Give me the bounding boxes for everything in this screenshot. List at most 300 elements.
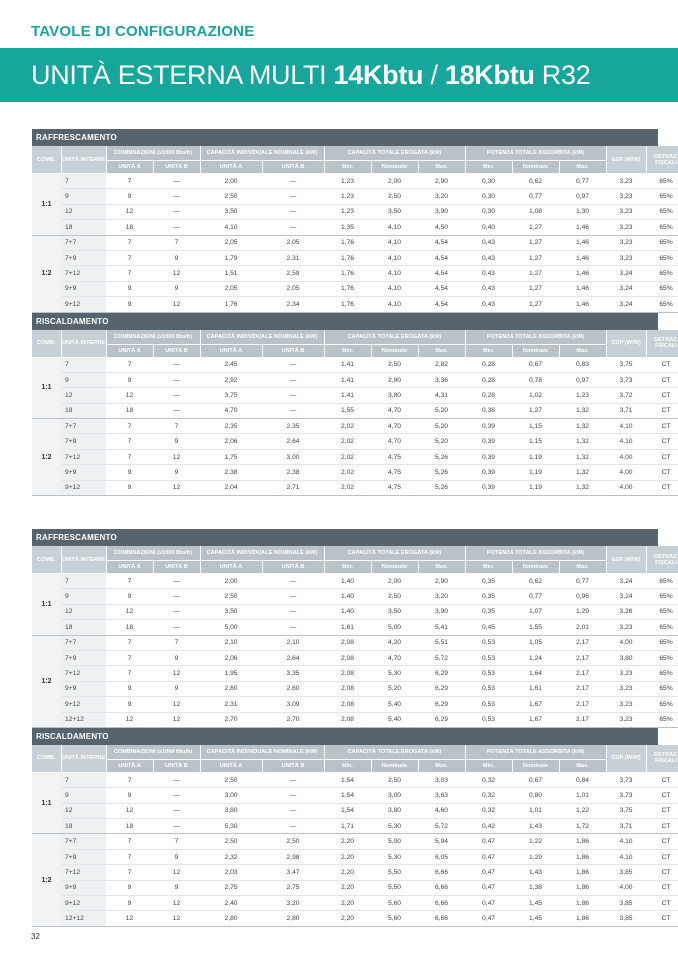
value-cell: 1,46 <box>559 250 606 265</box>
indoor-units-cell: 7+12 <box>61 865 106 880</box>
value-cell: 2,02 <box>324 449 371 464</box>
value-cell: 0,39 <box>465 480 512 495</box>
value-cell: 65% <box>646 620 678 635</box>
value-cell: 5,20 <box>418 419 465 434</box>
value-cell: 6,05 <box>418 849 465 864</box>
value-cell: 2,50 <box>371 772 418 787</box>
value-cell: 1,32 <box>559 465 606 480</box>
header-nominale: Nominale <box>512 344 559 357</box>
title-banner <box>0 48 678 102</box>
header-max: Max. <box>559 561 606 574</box>
indoor-units-cell: 18 <box>61 819 106 834</box>
value-cell: CT <box>646 419 678 434</box>
header-min: Min. <box>465 561 512 574</box>
value-cell: 0,42 <box>465 819 512 834</box>
value-cell: 1,22 <box>559 803 606 818</box>
value-cell: 2,50 <box>371 357 418 372</box>
value-cell: 7 <box>106 419 153 434</box>
value-cell: 6,29 <box>418 681 465 696</box>
value-cell: 0,67 <box>512 357 559 372</box>
value-cell: 4,75 <box>371 449 418 464</box>
value-cell: 65% <box>646 204 678 219</box>
value-cell: 4,70 <box>371 650 418 665</box>
value-cell: 0,53 <box>465 697 512 712</box>
value-cell: 18 <box>106 403 153 418</box>
value-cell: 1,27 <box>512 281 559 296</box>
value-cell: — <box>262 803 324 818</box>
value-cell: 3,80 <box>606 650 646 665</box>
value-cell: 1,38 <box>512 880 559 895</box>
value-cell: 3,23 <box>606 220 646 235</box>
indoor-units-cell: 7 <box>61 174 106 189</box>
value-cell: 3,50 <box>371 604 418 619</box>
indoor-units-cell: 7 <box>61 772 106 787</box>
value-cell: 7 <box>153 235 200 250</box>
value-cell: 1,54 <box>324 772 371 787</box>
value-cell: CT <box>646 449 678 464</box>
value-cell: 0,77 <box>512 589 559 604</box>
value-cell: 2,90 <box>418 174 465 189</box>
value-cell: 9 <box>153 880 200 895</box>
value-cell: CT <box>646 834 678 849</box>
value-cell: 1,19 <box>512 465 559 480</box>
value-cell: 7 <box>106 650 153 665</box>
value-cell: — <box>153 220 200 235</box>
value-cell: 0,40 <box>465 220 512 235</box>
indoor-units-cell: 12+12 <box>61 712 106 727</box>
value-cell: — <box>153 803 200 818</box>
value-cell: 1,43 <box>512 819 559 834</box>
header-potenza-totale: POTENZA TOTALE ASSORBITA (kW) <box>465 546 606 561</box>
indoor-units-cell: 9+12 <box>61 480 106 495</box>
banner-title-capacity-14: 14Kbtu <box>333 60 424 90</box>
value-cell: 4,70 <box>371 434 418 449</box>
value-cell: 0,32 <box>465 803 512 818</box>
indoor-units-cell: 12+12 <box>61 911 106 926</box>
banner-title-capacity-18: 18Kbtu <box>444 60 535 90</box>
value-cell: 6,66 <box>418 880 465 895</box>
value-cell: 1,86 <box>559 896 606 911</box>
value-cell: — <box>153 403 200 418</box>
value-cell: 2,38 <box>200 465 262 480</box>
value-cell: 1,45 <box>512 896 559 911</box>
header-capacita-individuale: CAPACITÀ INDIVIDUALE NOMINALE (kW) <box>200 745 324 760</box>
value-cell: 3,73 <box>606 372 646 387</box>
header-capacita-individuale: CAPACITÀ INDIVIDUALE NOMINALE (kW) <box>200 146 324 161</box>
value-cell: 65% <box>646 174 678 189</box>
header-unita-b: UNITÀ B <box>262 759 324 772</box>
value-cell: 3,23 <box>606 666 646 681</box>
value-cell: 2,32 <box>200 849 262 864</box>
value-cell: — <box>262 403 324 418</box>
value-cell: 1,07 <box>512 604 559 619</box>
indoor-units-cell: 7+12 <box>61 449 106 464</box>
data-table <box>32 745 678 927</box>
value-cell: 5,60 <box>371 896 418 911</box>
value-cell: 2,50 <box>200 589 262 604</box>
value-cell: 1,46 <box>559 281 606 296</box>
value-cell: 9 <box>106 281 153 296</box>
indoor-units-cell: 9 <box>61 372 106 387</box>
value-cell: 1,40 <box>324 604 371 619</box>
value-cell: 0,35 <box>465 604 512 619</box>
value-cell: 2,05 <box>262 281 324 296</box>
value-cell: — <box>153 174 200 189</box>
value-cell: 2,70 <box>200 712 262 727</box>
value-cell: 2,64 <box>262 650 324 665</box>
value-cell: 6,66 <box>418 865 465 880</box>
value-cell: 4,00 <box>606 465 646 480</box>
value-cell: 4,54 <box>418 297 465 312</box>
value-cell: 9 <box>153 434 200 449</box>
value-cell: 12 <box>153 449 200 464</box>
value-cell: 5,30 <box>200 819 262 834</box>
value-cell: 4,54 <box>418 266 465 281</box>
value-cell: 3,23 <box>606 204 646 219</box>
value-cell: CT <box>646 480 678 495</box>
value-cell: 5,26 <box>418 480 465 495</box>
value-cell: 1,46 <box>559 220 606 235</box>
combination-ratio: 1:2 <box>32 834 61 926</box>
combination-ratio: 1:1 <box>32 772 61 834</box>
table-row <box>32 574 678 589</box>
value-cell: CT <box>646 465 678 480</box>
indoor-units-cell: 9+9 <box>61 880 106 895</box>
value-cell: 2,10 <box>200 635 262 650</box>
value-cell: — <box>262 788 324 803</box>
value-cell: 3,00 <box>262 449 324 464</box>
subheader-row <box>32 759 678 772</box>
value-cell: 18 <box>106 819 153 834</box>
header-nominale: Nominale <box>371 759 418 772</box>
indoor-units-cell: 7+9 <box>61 650 106 665</box>
indoor-units-cell: 9+12 <box>61 297 106 312</box>
value-cell: 6,66 <box>418 911 465 926</box>
value-cell: 5,51 <box>418 635 465 650</box>
header-min: Min. <box>465 344 512 357</box>
value-cell: 65% <box>646 250 678 265</box>
value-cell: 0,53 <box>465 650 512 665</box>
header-unita-b: UNITÀ B <box>153 161 200 174</box>
value-cell: 2,35 <box>262 419 324 434</box>
value-cell: 1,76 <box>324 250 371 265</box>
value-cell: 0,97 <box>559 372 606 387</box>
table-row <box>32 865 678 880</box>
header-row <box>32 745 678 760</box>
table-row <box>32 220 678 235</box>
indoor-units-cell: 9+12 <box>61 896 106 911</box>
header-potenza-totale: POTENZA TOTALE ASSORBITA (kW) <box>465 146 606 161</box>
value-cell: 5,30 <box>371 849 418 864</box>
value-cell: 5,30 <box>371 819 418 834</box>
value-cell: 1,02 <box>512 388 559 403</box>
value-cell: 2,06 <box>200 434 262 449</box>
header-capacita-totale: CAPACITÀ TOTALE EROGATA (kW) <box>324 745 465 760</box>
header-capacita-individuale: CAPACITÀ INDIVIDUALE NOMINALE (kW) <box>200 546 324 561</box>
value-cell: 2,05 <box>262 235 324 250</box>
value-cell: 1,86 <box>559 834 606 849</box>
value-cell: 3,36 <box>418 372 465 387</box>
value-cell: 9 <box>106 880 153 895</box>
value-cell: 18 <box>106 620 153 635</box>
indoor-units-cell: 12 <box>61 388 106 403</box>
value-cell: 3,23 <box>606 174 646 189</box>
value-cell: 7 <box>106 434 153 449</box>
value-cell: 9 <box>106 697 153 712</box>
value-cell: — <box>153 574 200 589</box>
value-cell: 1,35 <box>324 220 371 235</box>
value-cell: 3,24 <box>606 574 646 589</box>
value-cell: 2,02 <box>324 434 371 449</box>
value-cell: 5,72 <box>418 650 465 665</box>
value-cell: 0,62 <box>512 574 559 589</box>
value-cell: 3,73 <box>606 772 646 787</box>
value-cell: 1,61 <box>324 620 371 635</box>
value-cell: 1,76 <box>324 235 371 250</box>
value-cell: 2,05 <box>200 235 262 250</box>
value-cell: 2,38 <box>262 465 324 480</box>
value-cell: 1,32 <box>559 480 606 495</box>
value-cell: 0,84 <box>559 772 606 787</box>
banner-title-refrigerant: R32 <box>534 60 591 90</box>
value-cell: 4,70 <box>371 419 418 434</box>
value-cell: 2,31 <box>262 250 324 265</box>
table-row <box>32 204 678 219</box>
indoor-units-cell: 18 <box>61 220 106 235</box>
value-cell: 6,29 <box>418 697 465 712</box>
value-cell: 2,05 <box>200 281 262 296</box>
value-cell: 7 <box>106 357 153 372</box>
value-cell: 1,76 <box>324 281 371 296</box>
value-cell: 5,26 <box>418 465 465 480</box>
value-cell: 2,20 <box>324 834 371 849</box>
value-cell: 5,72 <box>418 819 465 834</box>
section-header-raffrescamento: RAFFRESCAMENTO <box>32 129 658 146</box>
value-cell: CT <box>646 434 678 449</box>
header-min: Min. <box>465 161 512 174</box>
value-cell: 0,62 <box>512 174 559 189</box>
value-cell: 65% <box>646 266 678 281</box>
value-cell: 3,85 <box>606 865 646 880</box>
value-cell: 3,75 <box>200 388 262 403</box>
value-cell: 3,90 <box>418 204 465 219</box>
value-cell: 12 <box>153 666 200 681</box>
value-cell: 1,95 <box>200 666 262 681</box>
value-cell: 0,53 <box>465 712 512 727</box>
value-cell: 1,40 <box>324 574 371 589</box>
table-row <box>32 803 678 818</box>
value-cell: 3,80 <box>371 388 418 403</box>
value-cell: 4,10 <box>371 281 418 296</box>
value-cell: 65% <box>646 635 678 650</box>
value-cell: 2,02 <box>324 419 371 434</box>
value-cell: 9 <box>106 589 153 604</box>
value-cell: 65% <box>646 681 678 696</box>
value-cell: 1,71 <box>324 819 371 834</box>
value-cell: 1,45 <box>512 911 559 926</box>
value-cell: 18 <box>106 220 153 235</box>
value-cell: 0,96 <box>559 589 606 604</box>
value-cell: — <box>262 372 324 387</box>
header-eer: EER (W/W) <box>606 146 646 174</box>
value-cell: — <box>153 788 200 803</box>
value-cell: 0,43 <box>465 266 512 281</box>
value-cell: 65% <box>646 604 678 619</box>
table-row <box>32 589 678 604</box>
value-cell: 1,54 <box>324 803 371 818</box>
table-row <box>32 712 678 727</box>
value-cell: 7 <box>106 666 153 681</box>
header-unita-b: UNITÀ B <box>262 344 324 357</box>
value-cell: 4,75 <box>371 480 418 495</box>
value-cell: 5,50 <box>371 880 418 895</box>
value-cell: CT <box>646 357 678 372</box>
value-cell: 3,23 <box>606 620 646 635</box>
table-row <box>32 174 678 189</box>
value-cell: 3,71 <box>606 819 646 834</box>
value-cell: 65% <box>646 189 678 204</box>
value-cell: 2,08 <box>324 681 371 696</box>
value-cell: 3,00 <box>371 788 418 803</box>
value-cell: 5,50 <box>371 865 418 880</box>
value-cell: 12 <box>153 480 200 495</box>
value-cell: 2,02 <box>324 465 371 480</box>
value-cell: 1,27 <box>512 266 559 281</box>
value-cell: 1,32 <box>559 403 606 418</box>
value-cell: 9 <box>106 297 153 312</box>
value-cell: CT <box>646 403 678 418</box>
value-cell: 3,50 <box>200 604 262 619</box>
value-cell: 12 <box>106 204 153 219</box>
value-cell: — <box>153 819 200 834</box>
table-row <box>32 880 678 895</box>
value-cell: 1,51 <box>200 266 262 281</box>
value-cell: — <box>153 589 200 604</box>
table-row <box>32 235 678 250</box>
value-cell: 4,20 <box>371 635 418 650</box>
value-cell: 65% <box>646 235 678 250</box>
value-cell: 0,77 <box>559 174 606 189</box>
value-cell: — <box>153 604 200 619</box>
value-cell: — <box>153 388 200 403</box>
table-row <box>32 911 678 926</box>
table-row <box>32 250 678 265</box>
header-max: Max. <box>418 161 465 174</box>
value-cell: 2,71 <box>262 480 324 495</box>
value-cell: 1,79 <box>200 250 262 265</box>
value-cell: 12 <box>153 911 200 926</box>
value-cell: 0,39 <box>465 419 512 434</box>
header-row <box>32 546 678 561</box>
value-cell: 2,10 <box>262 635 324 650</box>
value-cell: 3,85 <box>606 911 646 926</box>
value-cell: 65% <box>646 666 678 681</box>
value-cell: 5,20 <box>418 403 465 418</box>
header-max: Max. <box>418 344 465 357</box>
header-cop: COP (W/W) <box>606 330 646 358</box>
value-cell: 1,19 <box>512 449 559 464</box>
header-unita-b: UNITÀ B <box>262 161 324 174</box>
value-cell: 9 <box>106 480 153 495</box>
value-cell: 12 <box>106 604 153 619</box>
value-cell: 2,08 <box>324 666 371 681</box>
value-cell: 2,50 <box>262 834 324 849</box>
header-unita-a: UNITÀ A <box>200 759 262 772</box>
value-cell: 3,20 <box>262 896 324 911</box>
value-cell: 3,75 <box>606 803 646 818</box>
value-cell: 1,30 <box>559 204 606 219</box>
value-cell: 2,90 <box>418 574 465 589</box>
value-cell: 1,27 <box>512 220 559 235</box>
table-row <box>32 834 678 849</box>
value-cell: 1,64 <box>512 666 559 681</box>
value-cell: 2,90 <box>371 372 418 387</box>
value-cell: 0,39 <box>465 465 512 480</box>
subheader-row <box>32 561 678 574</box>
value-cell: 65% <box>646 297 678 312</box>
indoor-units-cell: 12 <box>61 803 106 818</box>
header-eer: EER (W/W) <box>606 546 646 574</box>
header-comb: COMB. <box>32 745 61 773</box>
value-cell: 12 <box>106 911 153 926</box>
value-cell: 3,72 <box>606 388 646 403</box>
combination-ratio: 1:2 <box>32 235 61 312</box>
value-cell: 3,75 <box>606 357 646 372</box>
indoor-units-cell: 9+9 <box>61 465 106 480</box>
value-cell: 4,75 <box>371 465 418 480</box>
value-cell: 1,46 <box>559 297 606 312</box>
value-cell: 4,10 <box>371 235 418 250</box>
header-detrazioni: DETRAZ. FISCALI <box>646 546 678 574</box>
header-unita-a: UNITÀ A <box>106 759 153 772</box>
value-cell: 1,23 <box>324 174 371 189</box>
value-cell: 1,86 <box>559 865 606 880</box>
value-cell: 1,27 <box>512 235 559 250</box>
value-cell: 5,20 <box>418 434 465 449</box>
value-cell: 5,30 <box>371 666 418 681</box>
header-combinazioni: COMBINAZIONI (x1000 Btu/h) <box>106 546 200 561</box>
value-cell: 3,23 <box>606 712 646 727</box>
header-combinazioni: COMBINAZIONI (x1000 Btu/h) <box>106 745 200 760</box>
value-cell: 2,75 <box>262 880 324 895</box>
value-cell: CT <box>646 865 678 880</box>
header-unita-b: UNITÀ B <box>153 759 200 772</box>
value-cell: 2,60 <box>262 681 324 696</box>
value-cell: 2,00 <box>371 574 418 589</box>
table-row <box>32 434 678 449</box>
header-comb: COMB. <box>32 146 61 174</box>
header-unita-a: UNITÀ A <box>200 161 262 174</box>
value-cell: 7 <box>153 419 200 434</box>
header-cop: COP (W/W) <box>606 745 646 773</box>
value-cell: 1,01 <box>559 788 606 803</box>
indoor-units-cell: 9 <box>61 788 106 803</box>
value-cell: 7 <box>106 635 153 650</box>
value-cell: 2,92 <box>200 372 262 387</box>
indoor-units-cell: 12 <box>61 604 106 619</box>
value-cell: 0,32 <box>465 788 512 803</box>
value-cell: 65% <box>646 574 678 589</box>
value-cell: — <box>153 620 200 635</box>
value-cell: CT <box>646 896 678 911</box>
value-cell: 65% <box>646 281 678 296</box>
value-cell: 2,20 <box>324 865 371 880</box>
value-cell: 0,78 <box>512 372 559 387</box>
value-cell: 7 <box>153 834 200 849</box>
value-cell: 0,43 <box>465 250 512 265</box>
value-cell: 0,32 <box>465 772 512 787</box>
indoor-units-cell: 7+7 <box>61 834 106 849</box>
